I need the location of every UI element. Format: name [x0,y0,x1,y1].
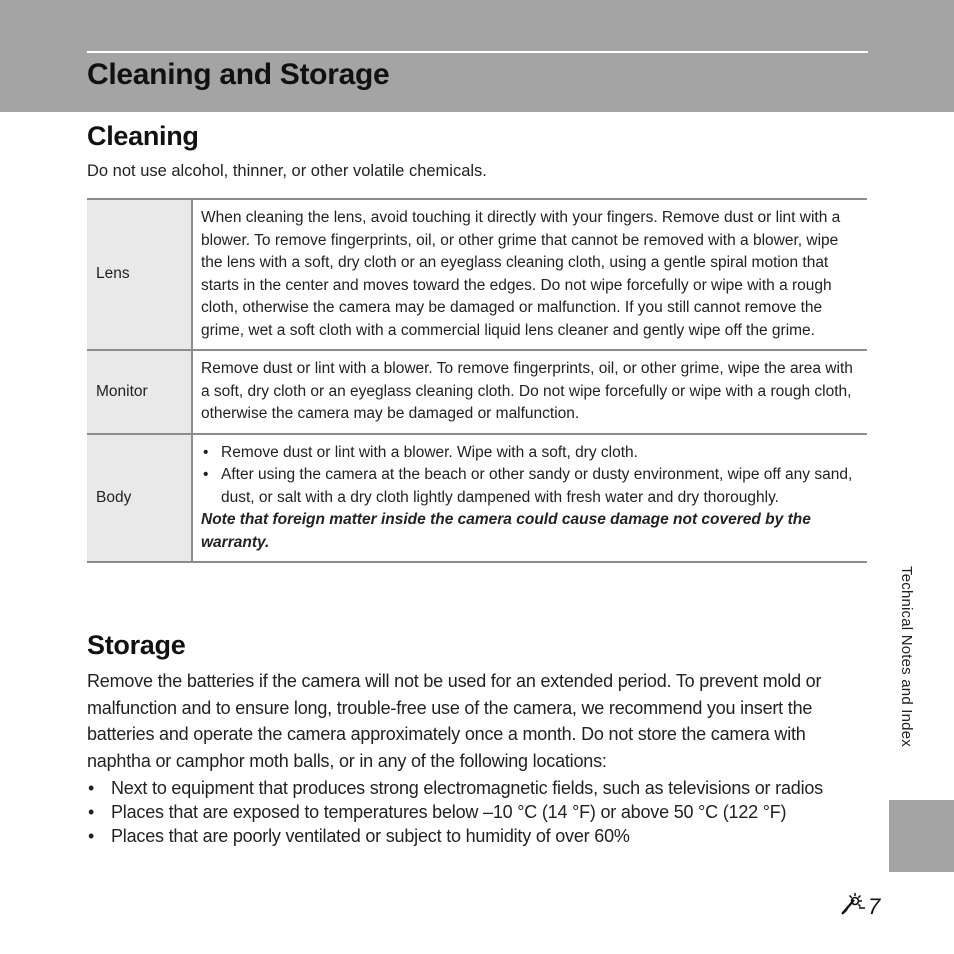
header-band [0,0,954,112]
cleaning-heading: Cleaning [87,121,199,151]
list-item: • Remove dust or lint with a blower. Wipe with a soft, dry cloth. [201,442,859,465]
page-number-text: 7 [868,894,881,919]
row-content: Remove dust or lint with a blower. To remove fingerprints, oil, or other grime, wipe the area with a soft, dry cloth or an eyeglass cleaning cloth. Do not wipe forcefully or wipe with a rough cloth, otherwise the camera may be damaged or malfunction. [192,350,867,434]
warranty-note: Note that foreign matter inside the camera could cause damage not covered by the warranty. [201,511,811,551]
list-item: • Next to equipment that produces strong electromagnetic fields, such as televisions or radios [87,776,857,800]
side-tab [889,800,954,872]
list-item: • After using the camera at the beach or other sandy or dusty environment, wipe off any sand, dust, or salt with a dry cloth lightly dampened with fresh water and dry thoroughly. [201,464,859,509]
side-tab-label: Technical Notes and Index [898,566,915,747]
row-label: Lens [87,199,192,350]
page-number [840,892,880,922]
row-label: Body [87,434,192,563]
row-content [192,434,867,563]
storage-bullet-list [87,776,857,848]
cleaning-table [87,198,867,563]
storage-text: Remove the batteries if the camera will not be used for an extended period. To prevent mold or malfunction and to ensure long, trouble-free use of the camera, we recommend you insert the batteries and operate the camera approximately once a month. Do not store the camera with naphtha or camphor moth balls, or in any of the following locations: [87,671,822,771]
table-row-lens [87,199,867,350]
table-row-monitor [87,350,867,434]
list-item: • Places that are exposed to temperatures below –10 °C (14 °F) or above 50 °C (122 °F) [87,800,857,824]
section-f-icon [840,892,868,922]
list-item: • Places that are poorly ventilated or subject to humidity of over 60% [87,824,857,848]
header-rule [87,51,868,53]
body-bullet-list [201,442,859,510]
cleaning-intro: Do not use alcohol, thinner, or other volatile chemicals. [87,162,487,180]
table-row-body [87,434,867,563]
row-content: When cleaning the lens, avoid touching it directly with your fingers. Remove dust or lint with a blower. To remove fingerprints, oil, or other grime that cannot be removed with a blower, wipe the lens with a soft, dry cloth or an eyeglass cleaning cloth, using a gentle spiral motion that starts in the center and moves toward the edges. Do not wipe forcefully or wipe with a rough cloth, otherwise the camera may be damaged or malfunction. If you still cannot remove the grime, wet a soft cloth with a commercial liquid lens cleaner and gently wipe off the grime. [192,199,867,350]
row-label: Monitor [87,350,192,434]
page-title: Cleaning and Storage [87,58,390,91]
storage-heading: Storage [87,630,186,660]
